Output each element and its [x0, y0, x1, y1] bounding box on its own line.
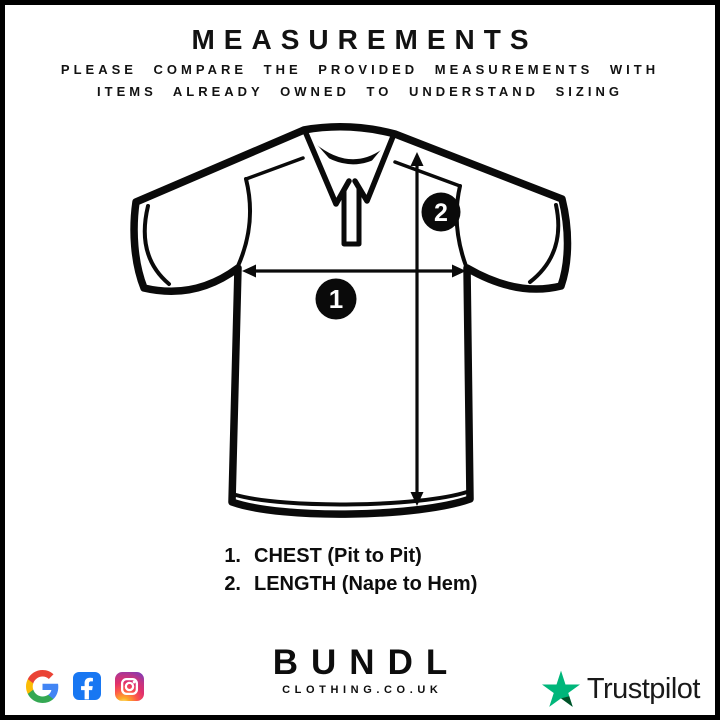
brand-domain: CLOTHING.CO.UK [282, 684, 443, 696]
subtitle-line-2: ITEMS ALREADY OWNED TO UNDERSTAND SIZING [97, 84, 623, 99]
facebook-icon [73, 672, 101, 700]
brand-name: BUNDL [272, 643, 461, 682]
trustpilot-label: Trustpilot [586, 672, 700, 705]
legend [5, 542, 715, 598]
page-title: MEASUREMENTS [191, 24, 538, 55]
trustpilot-star-icon [542, 670, 580, 708]
legend-number: 1. [224, 545, 241, 567]
legend-label: LENGTH (Nape to Hem) [254, 573, 478, 595]
brand-wordmark [260, 645, 460, 696]
google-icon [26, 670, 59, 703]
legend-item-chest [214, 542, 506, 570]
social-icons [26, 667, 144, 705]
legend-number: 2. [224, 573, 241, 595]
marker-2-number: 2 [434, 199, 448, 227]
legend-item-length [214, 570, 506, 598]
instagram-icon [115, 672, 144, 701]
marker-1-badge [316, 279, 357, 320]
marker-1-number: 1 [328, 284, 344, 314]
marker-2-badge [422, 193, 461, 232]
legend-label: CHEST (Pit to Pit) [254, 545, 422, 567]
trustpilot-logo [542, 668, 700, 710]
polo-shirt-diagram [5, 5, 720, 720]
subtitle-line-1: PLEASE COMPARE THE PROVIDED MEASUREMENTS WITH [60, 62, 660, 77]
